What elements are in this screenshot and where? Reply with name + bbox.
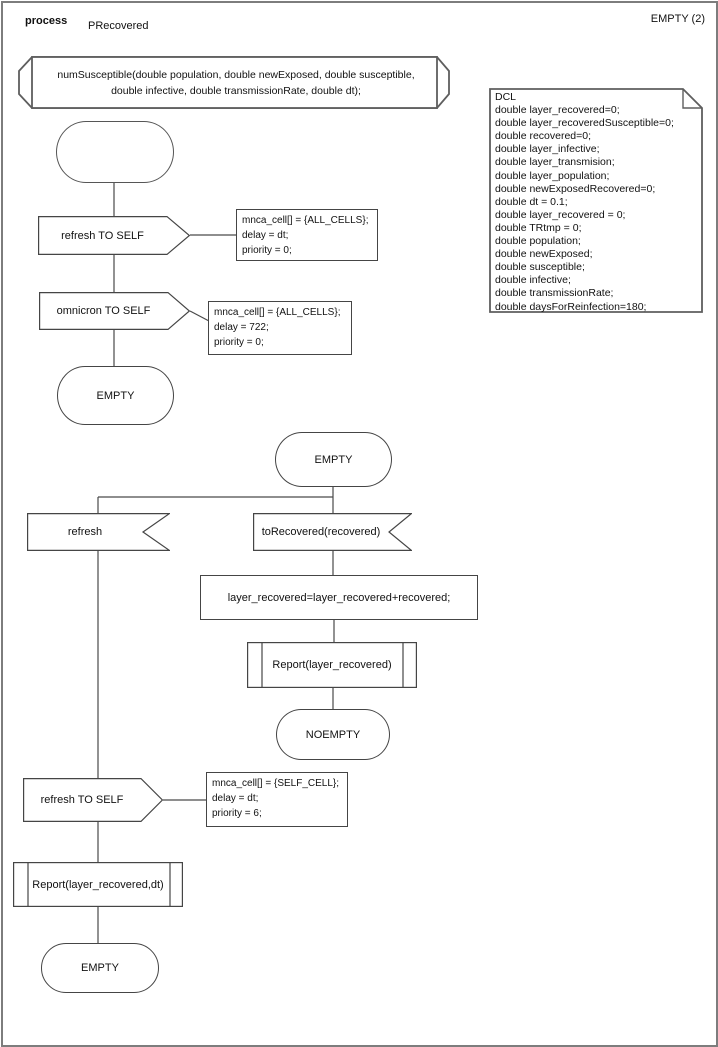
dcl-line: double recovered=0; <box>495 130 592 143</box>
output-label: refresh TO SELF <box>61 229 144 242</box>
state-label: EMPTY <box>314 453 353 466</box>
procedure-report-dt[interactable] <box>13 862 183 907</box>
output-omnicron-to-self[interactable] <box>39 292 190 330</box>
state-empty-main[interactable] <box>275 432 392 487</box>
dcl-line: double layer_recovered = 0; <box>495 208 626 221</box>
dcl-line: double layer_recoveredSusceptible=0; <box>495 117 674 130</box>
dcl-line: double layer_population; <box>495 169 610 182</box>
dcl-line: double daysForReinfection=180; <box>495 300 647 313</box>
dcl-line: double newExposed; <box>495 248 593 261</box>
state-label: NOEMPTY <box>305 728 361 741</box>
param-line: mnca_cell[] = {ALL_CELLS}; <box>214 307 341 318</box>
dcl-line: double layer_transmision; <box>495 156 615 169</box>
procedure-report[interactable] <box>247 642 417 688</box>
state-label: EMPTY <box>96 389 135 402</box>
output-params-box[interactable] <box>206 772 348 827</box>
signature-line2: double infective, double transmissionRate, double dt); <box>111 85 361 97</box>
signature-text <box>36 58 436 108</box>
dcl-text <box>495 91 699 314</box>
dcl-title: DCL <box>495 91 517 103</box>
dcl-line: double TRtmp = 0; <box>495 221 582 234</box>
dcl-line: double susceptible; <box>495 261 585 274</box>
task-assign-recovered[interactable] <box>200 575 478 620</box>
output-label: omnicron TO SELF <box>56 305 151 317</box>
param-line: delay = 722; <box>214 322 269 333</box>
input-label: toRecovered(recovered) <box>261 526 381 538</box>
signature-text-symbol[interactable] <box>14 55 454 111</box>
dcl-line: double infective; <box>495 274 571 287</box>
param-line: mnca_cell[] = {SELF_CELL}; <box>212 778 340 789</box>
output-label: refresh TO SELF <box>40 794 124 806</box>
output-refresh-to-self[interactable] <box>38 216 190 255</box>
dcl-line: double dt = 0.1; <box>495 195 568 208</box>
dcl-note[interactable] <box>489 88 703 313</box>
process-name-label[interactable]: PRecovered <box>88 20 149 32</box>
state-empty-init[interactable] <box>57 366 174 425</box>
dcl-line: double population; <box>495 235 581 248</box>
param-line: mnca_cell[] = {ALL_CELLS}; <box>242 215 369 226</box>
dcl-line: double layer_infective; <box>495 143 600 156</box>
input-refresh[interactable] <box>27 513 170 551</box>
state-empty-end[interactable] <box>41 943 159 993</box>
dcl-line: double layer_recovered=0; <box>495 104 620 117</box>
state-label: EMPTY <box>81 962 119 974</box>
state-noempty[interactable] <box>276 709 390 760</box>
output-params-box[interactable] <box>208 301 352 355</box>
output-params-box[interactable] <box>236 209 378 261</box>
input-label: refresh <box>67 526 103 538</box>
procedure-label: Report(layer_recovered,dt) <box>32 878 164 891</box>
start-state[interactable] <box>56 121 174 183</box>
process-kind-label[interactable]: process <box>25 15 68 27</box>
task-label: layer_recovered=layer_recovered+recovered; <box>227 591 451 604</box>
param-line: delay = dt; <box>242 230 289 241</box>
param-line: delay = dt; <box>212 793 259 804</box>
param-line: priority = 0; <box>214 337 264 348</box>
output-refresh-to-self-2[interactable] <box>23 778 163 822</box>
dcl-line: double newExposedRecovered=0; <box>495 182 656 195</box>
param-line: priority = 0; <box>242 245 292 256</box>
page-label[interactable]: EMPTY (2) <box>650 13 705 25</box>
procedure-label: Report(layer_recovered) <box>272 659 392 671</box>
input-to-recovered[interactable] <box>253 513 412 551</box>
dcl-line: double transmissionRate; <box>495 287 614 300</box>
signature-line1: numSusceptible(double population, double newExposed, double susceptible, <box>57 69 415 81</box>
param-line: priority = 6; <box>212 808 262 819</box>
